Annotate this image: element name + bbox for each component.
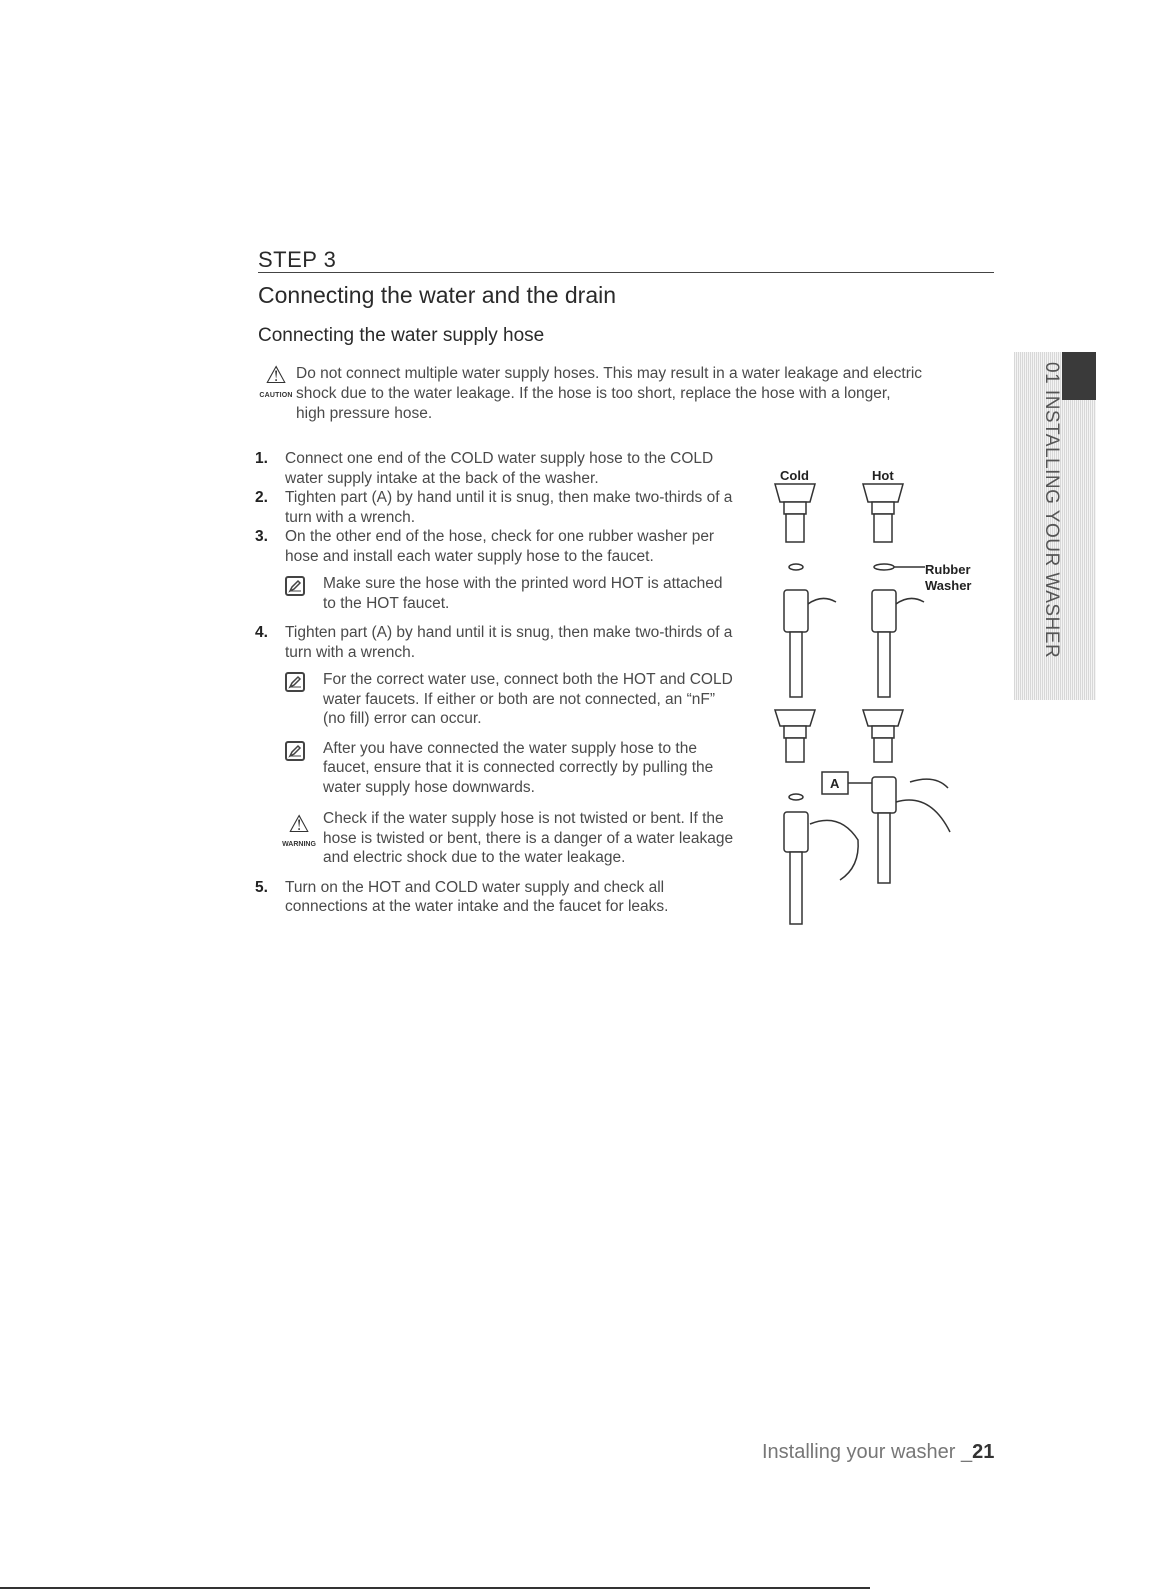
note-text: Make sure the hose with the printed word HOT is attached to the HOT faucet. [323, 575, 723, 612]
step-number: 5. [255, 878, 268, 896]
hose-connection-figure [760, 462, 990, 932]
caution-line2: shock due to the water leakage. If the hose is too short, replace the hose with a longer, [296, 385, 891, 402]
step-number: 1. [255, 450, 268, 467]
note-2 [255, 670, 735, 729]
caution-block [258, 364, 998, 424]
chapter-side-tab [1014, 352, 1096, 700]
hot-label: Hot [872, 468, 894, 483]
list-item [255, 878, 735, 917]
washer-label: Washer [925, 578, 972, 593]
step-text: On the other end of the hose, check for one rubber washer per hose and install each water supply hose to the faucet. [285, 528, 715, 565]
footer-text: Installing your washer _ [762, 1441, 973, 1463]
hose-diagram-illustration [760, 462, 990, 932]
warning-icon: ⚠ WARNING [281, 813, 317, 855]
list-item [255, 449, 735, 488]
note-text: After you have connected the water supply hose to the faucet, ensure that it is connected correctly by pulling the water supply hose downwards. [323, 739, 714, 796]
part-a-label: A [830, 776, 840, 791]
note-pencil-icon [285, 576, 305, 596]
caution-icon: ⚠ CAUTION [258, 364, 294, 406]
side-tab-text: 01 INSTALLING YOUR WASHER [1041, 362, 1062, 659]
steps-list [255, 449, 735, 917]
note-text: For the correct water use, connect both the HOT and COLD water faucets. If either or both are not connected, an “nF” (no fill) error can occur. [323, 671, 733, 727]
cold-label: Cold [780, 468, 809, 483]
caution-line1: Do not connect multiple water supply hoses. This may result in a water leakage and electric [296, 365, 923, 382]
header-rule [258, 272, 994, 273]
step-label: STEP 3 [258, 247, 337, 272]
step-number: 3. [255, 528, 268, 545]
note-pencil-icon [285, 672, 305, 692]
warning-text: Check if the water supply hose is not twisted or bent. If the hose is twisted or bent, there is a danger of a water leakage and electric shock due to the water leakage. [323, 810, 734, 866]
note-pencil-icon [285, 741, 305, 761]
step-text: Tighten part (A) by hand until it is snug, then make two-thirds of a turn with a wrench. [285, 489, 733, 526]
note-1 [255, 574, 735, 613]
bottom-rule [0, 1587, 870, 1589]
step-number: 4. [255, 624, 268, 641]
step-text: Tighten part (A) by hand until it is snug, then make two-thirds of a turn with a wrench. [285, 624, 733, 661]
warning-label: WARNING [282, 841, 316, 848]
side-tab-marker [1062, 352, 1096, 400]
step-text: Connect one end of the COLD water supply hose to the COLD water supply intake at the back of the washer. [285, 450, 714, 487]
rubber-label: Rubber [925, 562, 971, 577]
list-item [255, 488, 735, 527]
subsection-title: Connecting the water supply hose [258, 325, 545, 346]
note-3 [255, 739, 735, 798]
caution-line3: high pressure hose. [296, 405, 433, 422]
list-item [255, 623, 735, 662]
step-number: 2. [255, 489, 268, 506]
page-footer [762, 1441, 994, 1464]
step-text: Turn on the HOT and COLD water supply and check all connections at the water intake and the faucet for leaks. [285, 878, 669, 915]
section-title: Connecting the water and the drain [258, 282, 617, 308]
list-item [255, 527, 735, 566]
warning-block [255, 809, 735, 868]
caution-label: CAUTION [259, 392, 293, 399]
page-number: 21 [972, 1441, 995, 1463]
